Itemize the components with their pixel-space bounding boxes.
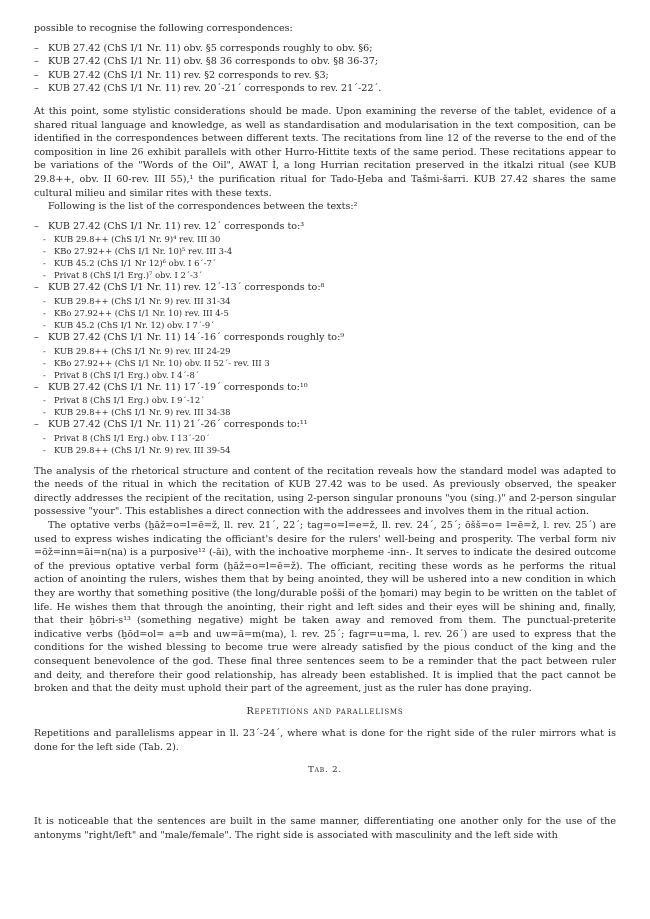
sub-item: - Privat 8 (ChS I/1 Erg.) obv. I 9´-12´ (34, 394, 616, 406)
sub-item: - KUB 29.8++ (ChS I/1 Nr. 9) rev. III 24-29 (34, 345, 616, 357)
sub-item: - KBo 27.92++ (ChS I/1 Nr. 10) rev. III 4-5 (34, 307, 616, 319)
sub-item: - KBo 27.92++ (ChS I/1 Nr. 10) obv. II 52´- rev. III 3 (34, 357, 616, 369)
section-heading: Repetitions and parallelisms (246, 705, 404, 717)
sub-item: - KUB 29.8++ (ChS I/1 Nr. 9) rev. III 34-38 (34, 406, 616, 418)
paragraph-analysis: The analysis of the rhetorical structure and content of the recitation reveals how the standard model was adapted to the needs of the ritual in which the recitation of KUB 27.42 was to be used. As previously observed, the speaker directly addresses the recipient of the recitation, using 2-person singular pronouns "you (sing.)" and 2-person singular possessive "your". This establishes a direct connection with the addressees and involves them in the ritual action. (34, 465, 616, 518)
paragraph-following: Following is the list of the correspondences between the texts:² (48, 201, 358, 213)
list-item: – KUB 27.42 (ChS I/1 Nr. 11) rev. 20´-21´ corresponds to rev. 21´-22´. (34, 82, 616, 96)
sub-item: - KUB 29.8++ (ChS I/1 Nr. 9)⁴ rev. III 30 (34, 233, 616, 245)
list-item: – KUB 27.42 (ChS I/1 Nr. 11) obv. §8 36 corresponds to obv. §8 36-37; (34, 55, 616, 69)
table-caption: Tab. 2. (308, 764, 342, 775)
paragraph-optative: The optative verbs (ḫāž=o=l=ē=ž, ll. rev. 21´, 22´; tag=o=l=e=ž, ll. rev. 24´, 25´; ōšš=o= l=ē=ž, l. rev. 25´) are used to express wishes indicating the officiant's desire for the rulers' well-being and prosperity. The verbal form niv =ōž=inn=āi=n(na) is a purposive¹² (-āi), with the inchoative morpheme -inn-. It serves to indicate the desired outcome of the previous optative verbal form (ḫāž=o=l=ē=ž). The officiant, reciting these words as he performs the ritual action of anointing the rulers, wishes them that by being anointed, they will be ushered into a new condition in which they are worthy that something positive (the long/durable pošši of the ḫomari) may begin to be written on the tablet of life. He wishes them that through the anointing, their right and left sides and their eyes will be shining and, finally, that their ḫōbri-s¹³ (something negative) might be taken away and removed from them. The punctual-preterite indicative verbs (ḫōd=ol= a=b and uw=ā=m(ma), l. rev. 25´; fagr=u=ma, l. rev. 26´) are used to express that the conditions for the wished blessing to become true were already satisfied by the pious conduct of the king and the consequent benevolence of the god. These final three sentences seem to be a reminder that the pact between ruler and deity, and therefore their good relationship, has already been established. It is implied that the pact cannot be broken and that the deity must uphold their part of the agreement, just as the ruler has done praying. (34, 520, 616, 695)
paragraph-stylistic: At this point, some stylistic considerations should be made. Upon examining the reverse of the tablet, evidence of a shared ritual language and knowledge, as well as standardisation and modularisation in the text composition, can be identified in the correspondences between different texts. The recitations from line 12 of the reverse to the end of the composition in line 26 exhibit parallels with other Hurro-Hittite texts of the same period. These recitations appear to be variations of the "Words of the Oil", AWAT Ì, a long Hurrian recitation preserved in the itkalzi ritual (see KUB 29.8++, obv. II 60-rev. III 55),¹ the purification ritual for Tado-Ḫeba and Tašmi-šarri. KUB 27.42 shares the same cultural milieu and similar rites with these texts. (34, 105, 616, 199)
group-head: – KUB 27.42 (ChS I/1 Nr. 11) 21´-26´ corresponds to:¹¹ (34, 418, 616, 432)
list-item: – KUB 27.42 (ChS I/1 Nr. 11) rev. §2 corresponds to rev. §3; (34, 69, 616, 83)
intro-line: possible to recognise the following correspondences: (34, 23, 293, 34)
group-head: – KUB 27.42 (ChS I/1 Nr. 11) rev. 12´ corresponds to:³ (34, 220, 616, 234)
paragraph-final: It is noticeable that the sentences are built in the same manner, differentiating one another only for the use of the antonyms "right/left" and "male/female". The right side is associated with masculinity and the left side with (34, 816, 616, 841)
sub-item: - Privat 8 (ChS I/1 Erg.) obv. I 13´-20´ (34, 432, 616, 444)
sub-item: - KUB 29.8++ (ChS I/1 Nr. 9) rev. III 31-34 (34, 295, 616, 307)
list-item: – KUB 27.42 (ChS I/1 Nr. 11) obv. §5 corresponds roughly to obv. §6; (34, 42, 616, 56)
sub-item: - Privat 8 (ChS I/1 Erg.)⁷ obv. I 2´-3´ (34, 269, 616, 281)
sub-item: - KUB 45.2 (ChS I/1 Nr. 12) obv. I 7´-9´ (34, 319, 616, 331)
group-head: – KUB 27.42 (ChS I/1 Nr. 11) 17´-19´ corresponds to:¹⁰ (34, 381, 616, 395)
paragraph-repetitions: Repetitions and parallelisms appear in ll. 23´-24´, where what is done for the right side of the ruler mirrors what is done for the left side (Tab. 2). (34, 728, 616, 753)
text-correspondence-list (34, 220, 616, 456)
table-placeholder (34, 777, 616, 815)
group-head: – KUB 27.42 (ChS I/1 Nr. 11) rev. 12´-13´ corresponds to:⁸ (34, 281, 616, 295)
sub-item: - KUB 45.2 (ChS I/1 Nr 12)⁶ obv. I 6´-7´ (34, 257, 616, 269)
group-head: – KUB 27.42 (ChS I/1 Nr. 11) 14´-16´ corresponds roughly to:⁹ (34, 331, 616, 345)
correspondence-list (34, 42, 616, 96)
sub-item: - KBo 27.92++ (ChS I/1 Nr. 10)⁵ rev. III 3-4 (34, 245, 616, 257)
sub-item: - KUB 29.8++ (ChS I/1 Nr. 9) rev. III 39-54 (34, 444, 616, 456)
sub-item: - Privat 8 (ChS I/1 Erg.) obv. I 4´-8´ (34, 369, 616, 381)
